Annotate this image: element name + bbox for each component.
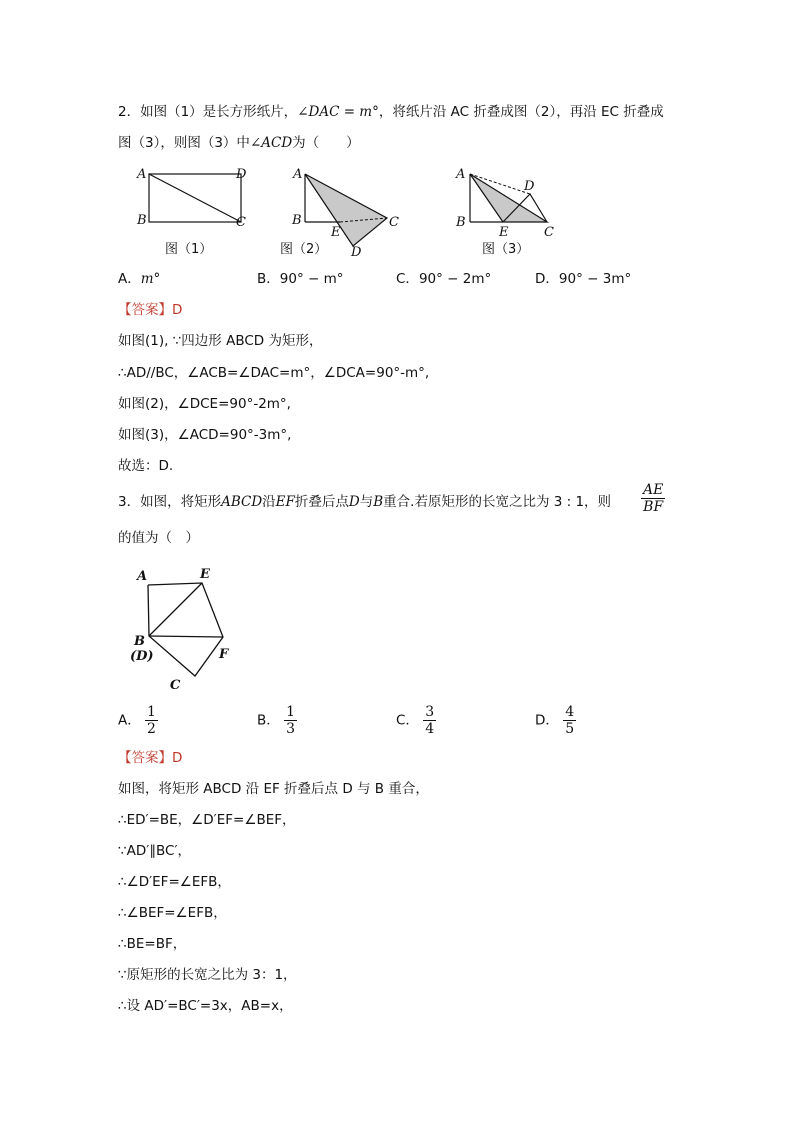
fraction-numerator: 3 bbox=[425, 704, 435, 720]
fig3-point-e: E bbox=[499, 225, 509, 240]
q3-option-a bbox=[118, 704, 158, 737]
option-letter: B． bbox=[257, 712, 280, 729]
q3-point-d: (D) bbox=[130, 649, 154, 664]
fig1-point-a: A bbox=[137, 167, 147, 182]
q2-option-d bbox=[535, 269, 631, 289]
q2-solution-line: 如图(2)，∠DCE=90°-2m°, bbox=[118, 396, 291, 412]
q2-option-a bbox=[118, 269, 160, 289]
q3-math: ABCD bbox=[221, 494, 263, 510]
answer-value: D bbox=[172, 750, 183, 766]
q3-solution-line: ∴设 AD′=BC′=3x，AB=x， bbox=[118, 998, 293, 1014]
fig3-point-d: D bbox=[524, 179, 535, 194]
fig1-caption: 图（1） bbox=[165, 242, 213, 257]
q2-stem-line1 bbox=[118, 102, 664, 122]
q3-point-a: A bbox=[137, 569, 148, 584]
q3-solution-line: ∵原矩形的长宽之比为 3：1， bbox=[118, 967, 297, 983]
q2-solution-line: 如图(1), ∵四边形 ABCD 为矩形， bbox=[118, 333, 323, 349]
option-fraction bbox=[563, 704, 576, 737]
q3-math: EF bbox=[275, 494, 295, 510]
q3-point-b: B bbox=[134, 634, 145, 649]
fig2-point-e: E bbox=[331, 225, 341, 240]
q3-stem-text: 3．如图，将矩形 bbox=[118, 494, 222, 510]
fraction-denominator: 3 bbox=[286, 721, 295, 737]
fraction-denominator: BF bbox=[643, 499, 664, 515]
q2-option-c bbox=[396, 269, 491, 289]
fig2-point-b: B bbox=[292, 213, 302, 228]
fig2-point-a: A bbox=[293, 167, 303, 182]
q3-solution-line: ∴∠BEF=∠EFB， bbox=[118, 905, 227, 921]
q3-math: D bbox=[348, 494, 360, 510]
fraction-numerator: 4 bbox=[565, 704, 575, 720]
fraction-numerator: 1 bbox=[147, 704, 156, 720]
option-text: 90° − 2m° bbox=[418, 271, 492, 287]
q2-math-angle-dac: ∠DAC = m° bbox=[297, 104, 379, 120]
option-text: 90° − m° bbox=[279, 271, 344, 287]
option-letter: C． bbox=[396, 271, 419, 287]
option-letter: B． bbox=[257, 271, 280, 287]
q2-stem-text: 2．如图（1）是长方形纸片， bbox=[118, 104, 298, 120]
fraction-denominator: 4 bbox=[425, 721, 435, 737]
fraction-numerator: AE bbox=[643, 482, 664, 498]
q2-math-angle-acd: ∠ACD bbox=[249, 135, 293, 151]
q2-figure-3 bbox=[455, 167, 554, 240]
q2-solution-line: ∴AD//BC，∠ACB=∠DAC=m°，∠DCA=90°-m°, bbox=[118, 365, 430, 381]
fraction-denominator: 5 bbox=[565, 721, 575, 737]
option-letter: D． bbox=[535, 271, 559, 287]
q3-solution-line: ∴BE=BF， bbox=[118, 936, 187, 952]
option-letter: C． bbox=[396, 712, 419, 729]
option-letter: D． bbox=[535, 712, 559, 729]
q3-stem-line2: 的值为（ ） bbox=[118, 530, 199, 546]
q3-math: B bbox=[373, 494, 384, 510]
q2-stem-text: 图（3），则图（3）中 bbox=[118, 135, 250, 151]
fraction-numerator: 1 bbox=[286, 704, 295, 720]
q2-stem-text: ，将纸片沿 AC 折叠成图（2），再沿 EC 折叠成 bbox=[378, 104, 664, 120]
answer-label: 【答案】 bbox=[118, 750, 172, 766]
q3-point-f: F bbox=[219, 647, 229, 662]
q3-point-c: C bbox=[170, 678, 181, 692]
q3-solution-line: ∴∠D′EF=∠EFB， bbox=[118, 874, 231, 890]
q3-option-b bbox=[257, 704, 297, 737]
option-fraction bbox=[284, 704, 297, 737]
q3-stem-text: 沿 bbox=[262, 494, 276, 510]
q3-stem-text: 重合.若原矩形的长宽之比为 3 : 1，则 bbox=[383, 494, 612, 510]
q3-solution-line: ∵AD′∥BC′， bbox=[118, 843, 192, 859]
q3-figure bbox=[125, 562, 255, 692]
q2-stem-text: 为（ ） bbox=[292, 135, 360, 151]
option-letter: A． bbox=[118, 712, 141, 729]
q3-stem-text: 与 bbox=[359, 494, 374, 510]
q3-option-c bbox=[396, 704, 436, 737]
fig3-point-a: A bbox=[456, 167, 466, 182]
answer-value: D bbox=[172, 302, 183, 318]
q3-stem-text: 折叠后点 bbox=[294, 494, 349, 510]
fig1-point-b: B bbox=[137, 213, 147, 228]
fraction-denominator: 2 bbox=[147, 721, 156, 737]
fig2-point-c: C bbox=[389, 215, 399, 230]
option-fraction bbox=[423, 704, 436, 737]
option-text: m° bbox=[140, 271, 161, 287]
answer-label: 【答案】 bbox=[118, 302, 172, 318]
q2-figure-1 bbox=[136, 167, 247, 230]
q3-point-e: E bbox=[200, 567, 210, 582]
q2-stem-line2 bbox=[118, 133, 360, 153]
option-letter: A． bbox=[118, 271, 141, 287]
fig2-point-d: D bbox=[351, 245, 362, 260]
q2-solution-line: 如图(3)，∠ACD=90°-3m°, bbox=[118, 427, 292, 443]
q3-option-d bbox=[535, 704, 576, 737]
q3-solution-line: ∴ED′=BE，∠D′EF=∠BEF， bbox=[118, 812, 296, 828]
q3-solution-line: 如图，将矩形 ABCD 沿 EF 折叠后点 D 与 B 重合， bbox=[118, 781, 429, 797]
q2-option-b bbox=[257, 269, 344, 289]
option-fraction bbox=[145, 704, 158, 737]
fig3-caption: 图（3） bbox=[482, 242, 530, 257]
q2-solution-line: 故选：D. bbox=[118, 458, 174, 474]
q3-fraction-ae-bf bbox=[641, 482, 665, 515]
fig3-point-b: B bbox=[456, 215, 466, 230]
fig1-point-d: D bbox=[236, 167, 247, 182]
q3-answer bbox=[118, 748, 182, 768]
fig2-caption: 图（2） bbox=[280, 242, 328, 257]
fig3-point-c: C bbox=[544, 225, 554, 240]
q2-answer bbox=[118, 300, 182, 320]
q3-stem-line1 bbox=[118, 492, 611, 512]
option-text: 90° − 3m° bbox=[558, 271, 632, 287]
fig1-point-c: C bbox=[236, 215, 246, 230]
